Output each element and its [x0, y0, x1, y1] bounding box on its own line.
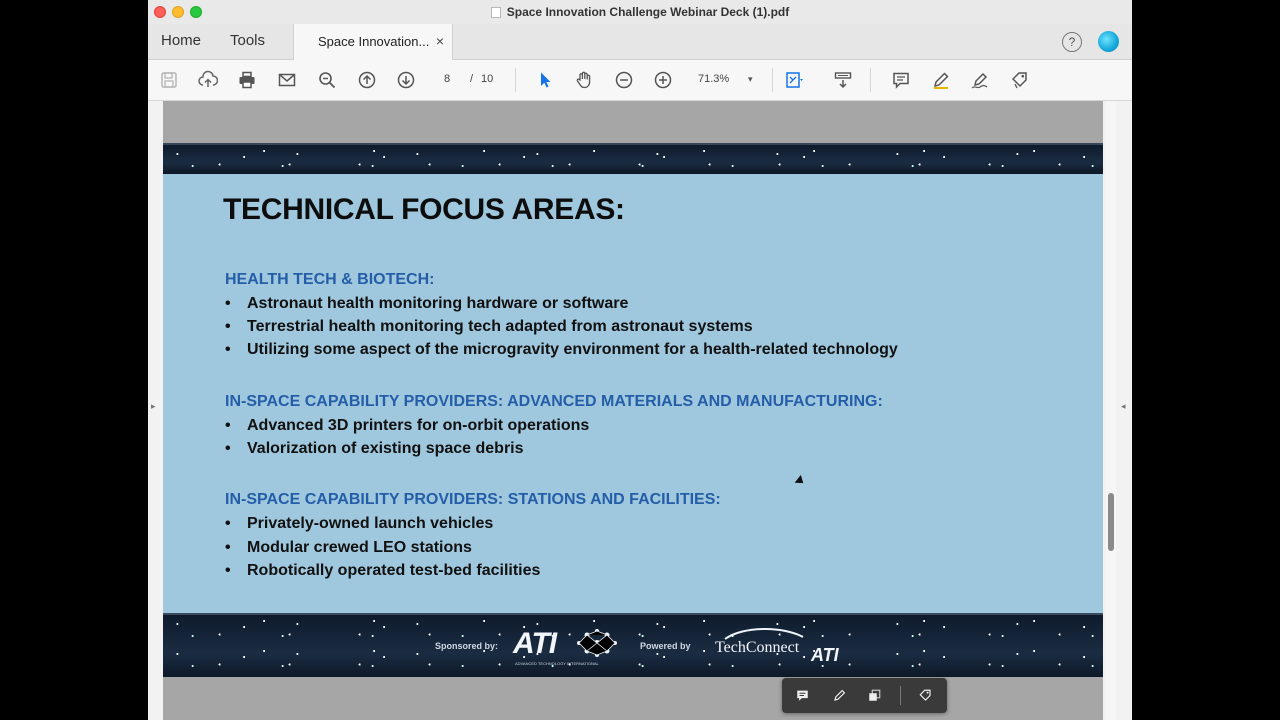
section-heading: IN-SPACE CAPABILITY PROVIDERS: STATIONS AND FACILITIES: [225, 491, 721, 508]
tab-bar [148, 24, 1132, 60]
bullet-marker: • [225, 318, 231, 335]
fit-page-icon[interactable] [782, 68, 806, 92]
ati-subtitle: ADVANCED TECHNOLOGY INTERNATIONAL [515, 661, 599, 666]
list-item [225, 440, 524, 458]
email-icon[interactable] [275, 68, 299, 92]
comment-icon[interactable] [793, 686, 811, 704]
tab-document-label: Space Innovation... [318, 34, 430, 49]
print-icon[interactable] [235, 68, 259, 92]
toolbar-divider [870, 68, 871, 92]
ati-small-logo: ATI [811, 645, 839, 665]
toolbar-divider [515, 68, 516, 92]
bullet-marker: • [225, 295, 231, 312]
list-item [225, 562, 540, 580]
close-window-button[interactable] [154, 6, 166, 18]
list-item-text: Privately-owned launch vehicles [247, 515, 494, 532]
toolbar [148, 60, 1132, 101]
tab-close-icon[interactable]: × [435, 33, 444, 49]
window-title [148, 0, 1132, 24]
title-bar [148, 0, 1132, 25]
ati-logo: ATI [513, 627, 557, 660]
floating-annotation-toolbar [782, 678, 947, 713]
list-item-text: Astronaut health monitoring hardware or software [247, 295, 629, 312]
bullet-marker: • [225, 440, 231, 457]
list-item-text: Terrestrial health monitoring tech adapted from astronaut systems [247, 318, 753, 335]
highlight-pen-icon[interactable] [929, 68, 953, 92]
toolbar-divider [772, 68, 773, 92]
bullet-marker: • [225, 539, 231, 556]
bullet-marker: • [225, 417, 231, 434]
upload-cloud-icon[interactable] [196, 68, 220, 92]
list-item [225, 341, 898, 359]
window-title-text: Space Innovation Challenge Webinar Deck (1).pdf [506, 5, 790, 19]
tab-tools[interactable]: Tools [230, 32, 266, 49]
list-item-text: Robotically operated test-bed facilities [247, 562, 541, 579]
list-item-text: Advanced 3D printers for on-orbit operations [247, 417, 590, 434]
list-item-text: Modular crewed LEO stations [247, 539, 472, 556]
slide-page [163, 143, 1103, 677]
zoom-dropdown-caret[interactable]: ▾ [748, 74, 753, 84]
mouse-cursor-icon [795, 475, 807, 487]
right-panel-toggle-icon[interactable]: ◂ [1121, 401, 1126, 411]
next-page-icon[interactable] [394, 68, 418, 92]
sponsored-by-label: Sponsored by: [435, 641, 499, 651]
help-icon[interactable]: ? [1062, 32, 1082, 52]
previous-page-icon[interactable] [355, 68, 379, 92]
copy-icon[interactable] [865, 686, 883, 704]
techconnect-swoosh-icon [723, 626, 805, 640]
zoom-window-button[interactable] [190, 6, 202, 18]
section-heading: HEALTH TECH & BIOTECH: [225, 271, 435, 288]
list-item [225, 539, 472, 557]
page-separator: / [470, 73, 474, 85]
zoom-out-icon[interactable] [612, 68, 636, 92]
scrollbar-thumb[interactable] [1108, 493, 1114, 551]
acrobat-window [148, 0, 1132, 720]
zoom-search-icon[interactable] [315, 68, 339, 92]
sign-pen-icon[interactable] [968, 68, 992, 92]
list-item [225, 515, 493, 533]
floating-toolbar-divider [900, 686, 901, 705]
page-total: 10 [481, 73, 494, 85]
save-icon[interactable] [157, 68, 181, 92]
pencil-icon[interactable] [830, 686, 848, 704]
fill-sign-icon[interactable] [1008, 68, 1032, 92]
document-viewer [148, 101, 1132, 720]
ati-dots-logo-icon [573, 627, 621, 659]
zoom-in-icon[interactable] [651, 68, 675, 92]
minimize-window-button[interactable] [172, 6, 184, 18]
comment-icon[interactable] [889, 68, 913, 92]
list-item-text: Utilizing some aspect of the microgravity environment for a health-related technology [247, 341, 898, 358]
list-item [225, 295, 628, 313]
slide-title: TECHNICAL FOCUS AREAS: [223, 193, 625, 226]
bullet-marker: • [225, 515, 231, 532]
bullet-marker: • [225, 341, 231, 358]
pdf-file-icon [491, 7, 501, 18]
section-heading: IN-SPACE CAPABILITY PROVIDERS: ADVANCED MATERIALS AND MANUFACTURING: [225, 393, 883, 410]
list-item [225, 318, 753, 336]
slide-top-band [163, 143, 1103, 174]
tab-home[interactable]: Home [161, 32, 202, 49]
hand-tool-icon[interactable] [572, 68, 596, 92]
techconnect-logo: TechConnect [715, 639, 800, 656]
powered-by-label: Powered by [640, 641, 691, 651]
bullet-marker: • [225, 562, 231, 579]
vertical-scrollbar[interactable] [1106, 101, 1116, 720]
list-item-text: Valorization of existing space debris [247, 440, 524, 457]
slide-footer-band [163, 613, 1103, 677]
list-item [225, 417, 589, 435]
zoom-level[interactable]: 71.3% [698, 73, 730, 85]
fill-sign-icon[interactable] [916, 686, 934, 704]
page-canvas [163, 101, 1103, 720]
scroll-mode-icon[interactable] [831, 68, 855, 92]
left-panel-toggle-icon[interactable]: ▸ [151, 401, 156, 411]
tab-document[interactable] [293, 24, 453, 60]
select-cursor-icon[interactable] [533, 68, 557, 92]
avatar[interactable] [1098, 31, 1119, 52]
page-number-input[interactable]: 8 [443, 73, 451, 85]
